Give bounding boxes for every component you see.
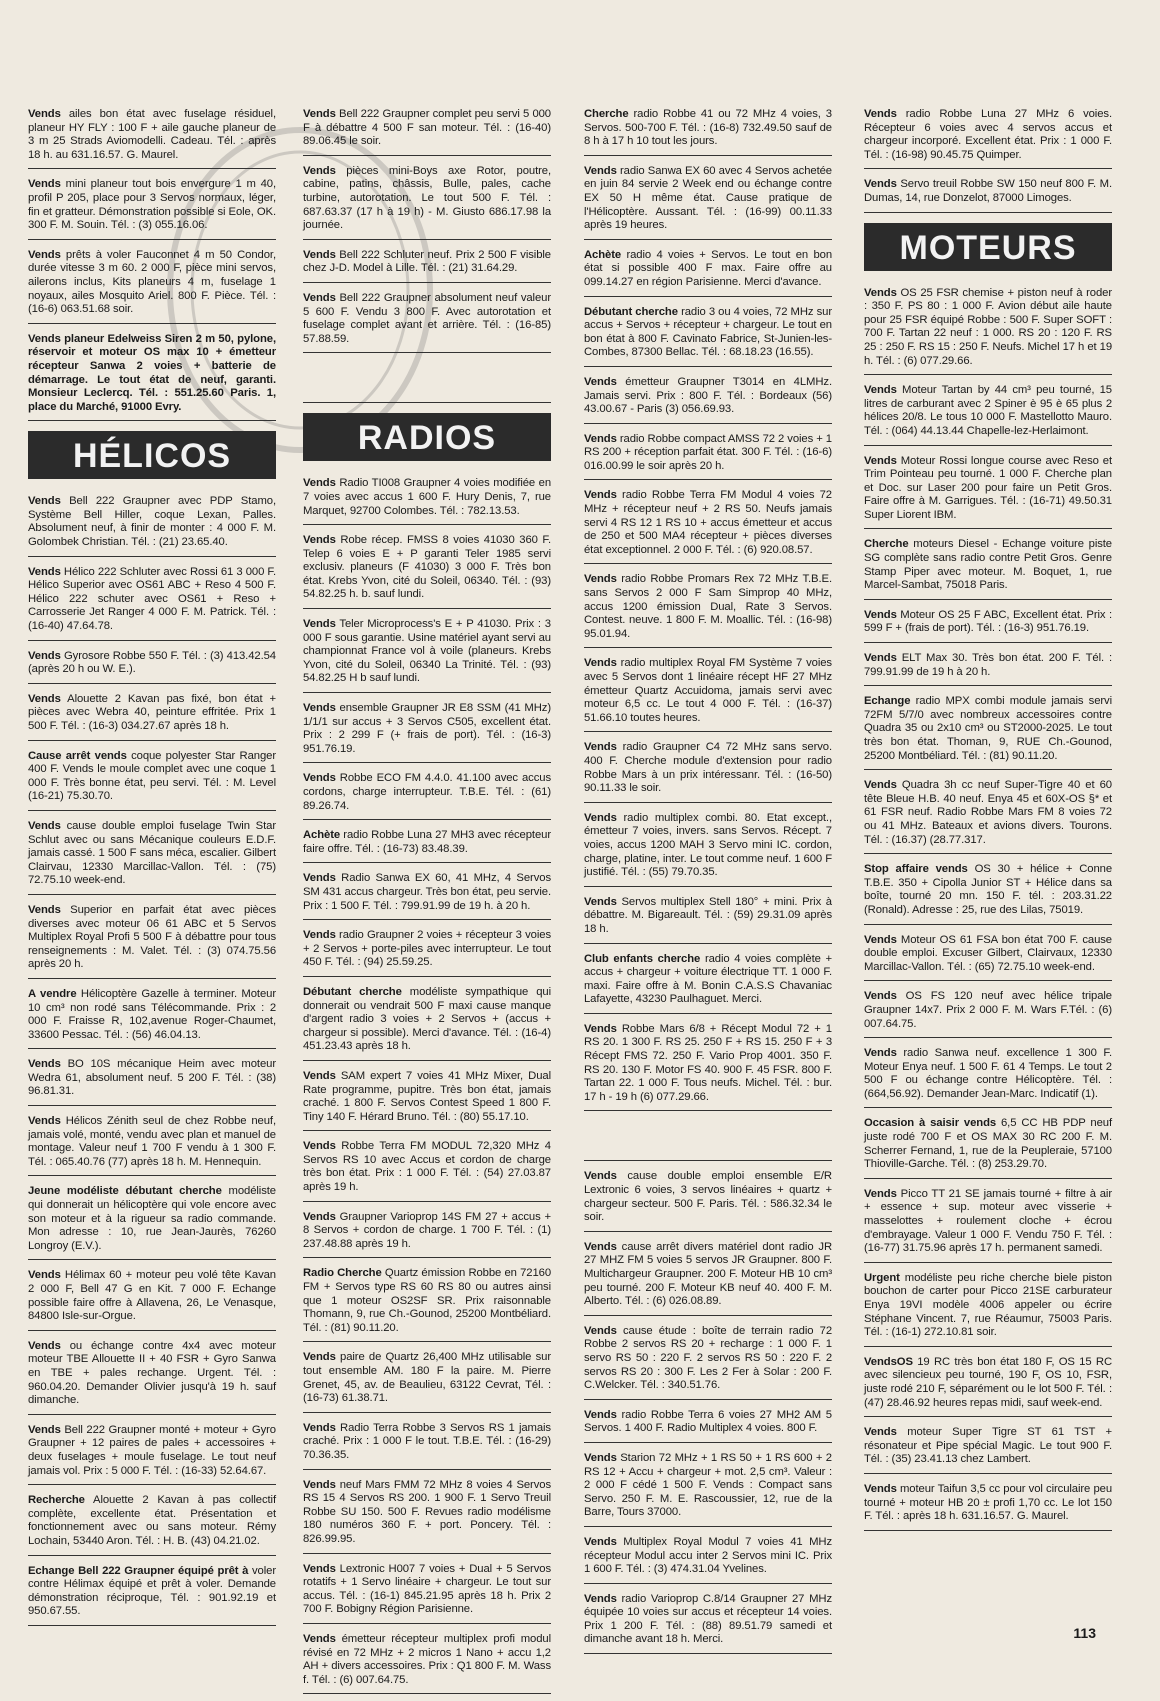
classified-ad: [303, 1209, 551, 1259]
classified-ad: [864, 650, 1112, 686]
ad-lead: Vends: [28, 1058, 61, 1071]
ad-lead: Vends: [864, 608, 897, 621]
classified-ad: [303, 827, 551, 863]
classified-ad: [303, 1477, 551, 1554]
classified-ad: [864, 176, 1112, 212]
ad-body: Moteur OS 25 F ABC, Excellent état. Prix : 599 F + (frais de port). Tél. : (16-3) 951.76.19.: [864, 608, 1112, 635]
classified-ad: [584, 106, 832, 156]
classified-ad: [28, 331, 276, 422]
ad-lead: Vends: [28, 1339, 61, 1352]
ad-body: OS 30 + hélice + Conne T.B.E. 350 + Cipolla Junior ST + Hélice dans sa boîte, tourné 20 mn. 150 F. tél. : 203.31.22 (Ronald). Adresse : 25, rue des Lilas, 75019.: [864, 863, 1112, 916]
ad-lead: Vends: [28, 108, 61, 120]
classified-ad: [303, 247, 551, 283]
classified-ad: [28, 1338, 276, 1415]
ad-body: Moteur Tartan by 44 cm³ peu tourné, 15 litres de carburant avec 2 Spiner è 95 è 65 plus 2 hélices 20/8. Le tous 10 000 F. Mastellotto Mauro. Tél. : (064) 44.13.44 Chapelle-lez-Herlaimont.: [864, 384, 1112, 437]
ad-lead: Vends: [864, 652, 897, 665]
classified-ad: [584, 571, 832, 648]
classified-ad: [28, 1183, 276, 1260]
ad-lead: Vends: [303, 1632, 336, 1645]
ad-lead: Vends: [864, 779, 897, 792]
ad-lead: Vends: [584, 895, 617, 908]
ad-body: BO 10S mécanique Heim avec moteur Wedra 61, absolument neuf. 5 200 F. Tél. : (38) 96.81.31.: [28, 1058, 276, 1098]
classified-ad: [303, 163, 551, 240]
ad-body: Servos multiplex Stell 180° + mini. Prix à débattre. M. Bigareault. Tél. : (59) 29.31.09 après 18 h.: [584, 895, 832, 935]
ad-body: moteur Taifun 3,5 cc pour vol circulaire peu tourné + moteur HB 20 ± profi 1,70 cc. Le lot 150 F. Tél. : après 18 h. 631.16.57. G. Maurel.: [864, 1482, 1112, 1523]
ad-body: émetteur récepteur multiplex profi modul révisé en 72 MHz + 2 micros 1 Nano + accu 1,2 AH + divers accessoires. Prix : Q1 800 F. M. Wass f. Tél. : (6) 007.64.75.: [303, 1632, 551, 1686]
ad-lead: Club enfants cherche: [584, 952, 701, 965]
ad-lead: Vends: [303, 1210, 336, 1223]
ad-lead: Débutant cherche: [584, 305, 678, 318]
classified-ad: [584, 431, 832, 481]
ad-body: cause étude : boîte de terrain radio 72 Robbe 2 servos RS 20 + recharge : 1 000 F. 1 servo RS 50 : 220 F. 2 servos RS 50 : 220 F. 2 servos RS 20 : 300 F. Les 2 Fer à Solar : 200 F. C.Welcker. Tél. : 340.51.76.: [584, 1324, 832, 1392]
classified-ad: [864, 988, 1112, 1038]
classified-ad: [864, 932, 1112, 982]
classified-ad: [584, 374, 832, 424]
classified-ad: [584, 487, 832, 564]
ad-body: 19 RC très bon état 180 F, OS 15 RC avec silencieux peu tourné, 190 F, OS 10, FSR, juste rodé 210 F, séparément ou le lot 500 F. Tél. : (47) 28.46.92 heures repas midi, sauf week-end.: [864, 1355, 1112, 1409]
ad-lead: Vends: [303, 1140, 336, 1153]
classified-ad: [584, 1239, 832, 1316]
ad-lead: Vends: [584, 741, 617, 754]
ad-lead: Vends: [864, 454, 897, 467]
classified-ad: [584, 1021, 832, 1112]
classified-ad: [28, 1056, 276, 1106]
ad-lead: Vends: [864, 990, 897, 1003]
ad-body: radio Robbe compact AMSS 72 2 voies + 1 RS 200 + réception parfait état. 300 F. Tél. : (16-6) 016.00.99 le soir après 20 h.: [584, 432, 832, 472]
column-4: [864, 106, 1112, 1538]
blank-space: [584, 1118, 832, 1161]
classified-ad: [303, 870, 551, 920]
ad-lead: Cause arrêt vends: [28, 749, 127, 762]
ad-body: ou échange contre 4x4 avec moteur moteur TBE Allouette II + 40 FSR + Gyro Sanwa en TBE + pales rechange. Urgent. Tél. : 960.04.20. Demander Olivier jusqu'à 19 h. sauf dimanche.: [28, 1339, 276, 1407]
ad-body: ailes bon état avec fuselage résiduel, planeur HY FLY : 100 F + aile gauche planeur de 3 m 25 Strads Aviomodelli. Cadeau. Tél. : après 18 h. au 631.16.57. G. Maurel.: [28, 108, 276, 161]
classified-ad: [864, 536, 1112, 599]
ad-body: cause double emploi fuselage Twin Star Schlut avec ou sans Mécanique couleurs E.D.F. jamais cassé. 1 500 F sans méca, escalier. Gilbert Clairvau, 12330 Marcillac-Vallon. Tél. : (75) 72.75.10 week-end.: [28, 819, 276, 887]
ad-lead: Achète: [303, 829, 341, 842]
ad-body: Hélimax 60 + moteur peu volé tête Kavan 2 000 F, Bell 47 G en Kit. 7 000 F. Echange possible faire offre à Allavena, 26, Le Venasque, 84800 Isle-sur-Orgue.: [28, 1269, 276, 1323]
ad-body: radio Robbe Promars Rex 72 MHz T.B.E. sans Servos 2 000 F Sam Simprop 40 MHz, accus 1200 émission Dual, Rate 3 Servos. Contest. neuve. 1 800 F. M. Moallic. Tél. : (16-98) 95.01.94.: [584, 573, 832, 640]
ad-body: modéliste qui donnerait un hélicoptère qui vole encore avec son moteur et à la rigueur sa radio commande. Mon adresse : 10, rue Jean-Jaurès, 76260 Longroy (E.V.).: [28, 1185, 276, 1252]
ad-body: Bell 222 Schluter neuf. Prix 2 500 F visible chez J-D. Model à Lille. Tél. : (21) 31.64.29.: [303, 248, 551, 275]
ad-body: Bell 222 Graupner monté + moteur + Gyro Graupner + 12 paires de pales + accessoires + deux fuselages + moule fuselage. Le tout neuf jamais vol. Prix : 5 000 F. Tél. : (16-33) 52.64.67.: [28, 1423, 276, 1477]
section-banner-moteurs: MOTEURS: [864, 223, 1112, 271]
ad-lead: Vends: [584, 375, 617, 388]
classified-ad: [864, 1424, 1112, 1474]
ad-lead: Vends: [28, 1269, 61, 1282]
classified-ad: [303, 1138, 551, 1201]
classified-ad: [864, 106, 1112, 169]
ad-body: radio 4 voies + Servos. Le tout en bon état si possible 400 F max. Faire offre au 099.14.27 en région Parisienne. Merci d'avance.: [584, 248, 832, 288]
ad-body: Alouette 2 Kavan pas fixé, bon état + pièces avec Webra 40, peinture effritée. Prix 1 500 F. Tél. : (16-3) 034.27.67 après 18 h.: [28, 692, 276, 732]
ad-body: coque polyester Star Ranger 400 F. Vends le moule complet avec une coque 1 000 F. Très bonne état, peu servi. Tél. : M. Level (16-21) 75.30.70.: [28, 749, 276, 803]
ad-lead: Vends: [864, 1426, 897, 1439]
ad-body: ELT Max 30. Très bon état. 200 F. Tél. : 799.91.99 de 19 h à 20 h.: [864, 652, 1112, 678]
classified-ad: [28, 648, 276, 684]
ad-lead: Vends: [303, 1478, 336, 1491]
ad-lead: Vends: [28, 495, 61, 508]
ad-lead: Débutant cherche: [303, 985, 402, 998]
ad-lead: Vends: [303, 534, 336, 547]
ad-lead: Cherche: [584, 108, 629, 120]
ad-body: Radio TI008 Graupner 4 voies modifiée en 7 voies avec accus 1 600 F. Hury Denis, 7, rue Marquet, 92700 Colombes. Tél. : 782.13.53.: [303, 477, 551, 517]
ad-body: Moteur OS 61 FSA bon état 700 F. cause double emploi. Excuser Gilbert, Clairvaux, 12330 Marcillac-Vallon. Tél. : (65) 72.75.10 week-end.: [864, 933, 1112, 973]
ad-body: radio MPX combi module jamais servi 72FM 5/7/0 avec nombreux accessoires contre Quadra 35 ou 2x10 cm³ ou ST2000-2025. Le tout très bon état. Thoman, 9, RUE Ch.-Gounod, 25200 Montbéliard. Tél. : (81) 90.11.20.: [864, 695, 1112, 762]
ad-lead: Vends: [584, 432, 617, 445]
classified-ad: [584, 655, 832, 732]
ad-lead: Vends: [28, 903, 61, 916]
ad-body: radio Robbe Terra FM Modul 4 voies 72 MHz + récepteur neuf + 2 RS 50. Neufs jamais servi 4 RS 12 1 RS 10 + accus émetteur et accus de 250 et 500 MA4 récepteur + pièces diverses état exceptionnel. 2 000 F. Tél. : (6) 920.08.57.: [584, 489, 832, 556]
ad-body: Alouette 2 Kavan à pas collectif complète, excellente état. Présentation et fonctionnement avec ou sans moteur. Rémy Lochain, 53440 Aron. Tél. : H. B. (43) 04.21.02.: [28, 1494, 276, 1547]
ad-body: émetteur Graupner T3014 en 4LMHz. Jamais servi. Prix : 800 F. Tél. : Bordeaux (56) 43.00.67 - Paris (3) 056.69.93.: [584, 375, 832, 416]
ad-body: Robbe ECO FM 4.4.0. 41.100 avec accus cordons, charge interrupteur. T.B.E. Tél. : (61) 89.26.74.: [303, 772, 551, 812]
classified-ad: [584, 810, 832, 887]
ad-body: Picco TT 21 SE jamais tourné + filtre à air + essence + sup. moteur avec visserie + masselottes + roulement cloche + écrou d'embrayage. Valeur 1 000 F. Vendu 750 F. Tél. : (16-77) 31.75.96 après 17 h. permanent samedi.: [864, 1187, 1112, 1255]
section-banner-radios: RADIOS: [303, 413, 551, 461]
ad-lead: A vendre: [28, 987, 77, 1000]
classified-ad: [303, 1349, 551, 1412]
ad-body: cause double emploi ensemble E/R Lextronic 6 voies, 3 servos linéaires + quartz + chargeur secteur. 500 F. Paris. Tél. : 586.32.34 le soir.: [584, 1170, 832, 1224]
ad-lead: Vends: [584, 1324, 617, 1337]
ad-body: Radio Terra Robbe 3 Servos RS 1 jamais craché. Prix : 1 000 F le tout. T.B.E. Tél. : (16-29) 70.36.35.: [303, 1421, 551, 1461]
classified-ad: [303, 927, 551, 977]
ad-body: radio multiplex combi. 80. Etat except., émetteur 7 voies, invers. sans Servos. Récept. 7 voies, accus 1200 MAH 3 Servo mini IC. cordon, charge, platine, inter. Le tout comme neuf. 1 600 F justifié. Tél. : (55) 79.70.35.: [584, 811, 832, 879]
ad-lead: Vends: [864, 108, 897, 120]
ad-body: Radio Sanwa EX 60, 41 MHz, 4 Servos SM 431 accus chargeur. Très bon état, peu servie. Prix : 1 500 F. Tél. : 799.91.99 de 19 h. à 20 h.: [303, 872, 551, 912]
classified-ad: [584, 1591, 832, 1654]
classified-ad: [28, 493, 276, 556]
ad-body: radio Sanwa neuf. excellence 1 300 F. Moteur Enya neuf. 1 500 F. 61 4 Temps. Le tout 2 500 F ou échange contre Hélicoptère. Tél. : (664,56.92). Demander Jean-Marc. Indicatif (1).: [864, 1047, 1112, 1100]
ad-lead: Vends: [28, 819, 61, 832]
ad-lead: Vends: [584, 164, 617, 177]
ad-body: Robbe Terra FM MODUL 72,320 MHz 4 Servos RS 10 avec Accus et cordon de charge très bon état. Prix : 1 000 F. Tél. : (54) 27.03.87 après 19 h.: [303, 1140, 551, 1194]
ad-lead: Vends: [584, 657, 617, 670]
page-number: 113: [1073, 1625, 1096, 1641]
ad-body: Gyrosore Robbe 550 F. Tél. : (3) 413.42.54 (après 20 h ou W. E.).: [28, 649, 276, 676]
classified-ad: [303, 290, 551, 353]
ad-body: pièces mini-Boys axe Rotor, poutre, cabine, patins, châssis, Bulle, pales, cache turbine, autorotation. Le tout 500 F. Tél. : 687.63.37 (17 h à 19 h) - M. Giusto 686.17.98 la journée.: [303, 164, 551, 232]
ad-lead: Vends: [864, 1047, 897, 1060]
ad-body: radio 4 voies complète + accus + chargeur + voiture électrique TT. 1 000 F. maxi. Faire offre à M. Bonin C.A.S.S Chavaniac Lafayette, 43230 Paulhaguet. Merci.: [584, 952, 832, 1006]
column-1: [28, 106, 276, 1633]
classified-ad: [28, 106, 276, 169]
classified-ad: [303, 475, 551, 525]
classified-ad: [303, 984, 551, 1061]
classified-ad: [303, 1631, 551, 1694]
ad-body: Teler Microprocess's E + P 41030. Prix : 3 000 F sous garantie. Usine matériel ayant servi au championnat France vol à voile (planeurs. Krebs Yvon, cité du Soleil, 06340 La Trinité. Tél. : (93) 54.82.25 H b sauf lundi.: [303, 618, 551, 685]
ad-lead: Vends: [864, 286, 897, 299]
ad-lead: Vends: [584, 1451, 617, 1464]
ad-body: moteur Super Tigre ST 61 TST + résonateur et Pipe spécial Magic. Le tout 900 F. Tél. : (35) 23.41.13 chez Lambert.: [864, 1426, 1112, 1466]
classified-ad: [303, 616, 551, 693]
ad-body: Multiplex Royal Modul 7 voies 41 MHz récepteur Modul accu inter 2 Servos mini IC. Prix 1 600 F. Tél. : (3) 474.31.04 Yvelines.: [584, 1535, 832, 1576]
ad-body: modéliste sympathique qui donnerait ou vendrait 500 F maxi cause manque d'argent radio 3 voies + 2 Servos + (accus + chargeur si possible). Merci d'avance. Tél. : (16-4) 451.23.43 après 18 h.: [303, 985, 551, 1053]
ad-body: Bell 222 Graupner absolument neuf valeur 5 600 F. Vendu 3 800 F. Avec autorotation et fuselage complet avant et arrière. Tél. : (16-85) 57.88.59.: [303, 291, 551, 345]
ad-lead: Vends: [303, 1562, 336, 1575]
ad-body: voler contre Hélimax équipé et prêt à voler. Demande démonstration réciproque, Tél. : 901.92.19 et 950.67.55.: [28, 1564, 276, 1618]
ad-body: OS FS 120 neuf avec hélice tripale Graupner 14x7. Prix 2 000 F. M. Wars F.Tél. : (6) 007.64.75.: [864, 990, 1112, 1030]
classified-ad: [303, 1420, 551, 1470]
ad-body: radio Robbe Terra 6 voies 27 MH2 AM 5 Servos. 1 400 F. Radio Multiplex 4 voies. 800 F.: [584, 1408, 832, 1435]
classified-ad: [584, 951, 832, 1014]
ad-body: Robe récep. FMSS 8 voies 41030 360 F. Telep 6 voies E + P garanti Teler 1985 servi exclusiv. planeurs (F 41030) 3 000 F. Très bon état. Krebs Yvon, cité du Soleil, 06340. Tél. : (93) 54.82.25 h. b. sauf lundi.: [303, 534, 551, 601]
classified-ad: [28, 564, 276, 641]
ad-body: 6,5 CC HB PDP neuf juste rodé 700 F et OS MAX 30 RC 200 F. M. Scherrer Fernand, 1, rue de la Peupleraie, 57100 Thioville-Garche. Tél. : (8) 253.29.70.: [864, 1117, 1112, 1171]
ad-lead: Vends: [584, 1408, 617, 1421]
ad-lead: VendsOS: [864, 1355, 913, 1368]
classified-ad: [584, 739, 832, 802]
ad-body: Hélico 222 Schluter avec Rossi 61 3 000 F. Hélico Superior avec OS61 ABC + Reso 4 500 F. Hélico 222 schuter avec OS61 + Reso + Carrosserie Jet Ranger 4 000 F. M. Patrick. Tél. : (16-40) 47.64.78.: [28, 565, 276, 633]
ad-body: Bell 222 Graupner avec PDP Stamo, Système Bell Hiller, coque Lexan, Palles. Absolument neuf, à finir de monter : 4 000 F. M. Golombek Christian. Tél. : (21) 23.65.40.: [28, 495, 276, 549]
classified-ad: [864, 382, 1112, 445]
classified-ad: [584, 1323, 832, 1400]
classified-ad: [864, 777, 1112, 854]
ad-lead: Recherche: [28, 1494, 85, 1507]
ad-body: mini planeur tout bois envergure 1 m 40, profil P 205, place pour 3 Servos normaux, léger, fin et gratteur. Démonstration possible si Eole, OK. 300 F. M. Souin. Tél. : (3) 055.16.06.: [28, 178, 276, 232]
ad-lead: Vends: [584, 1170, 617, 1183]
classified-ad: [864, 1481, 1112, 1531]
ad-lead: Vends: [864, 384, 897, 397]
classified-ad: [584, 1168, 832, 1231]
ad-lead: Achète: [584, 248, 622, 261]
ad-lead: Vends: [28, 178, 61, 191]
ad-lead: Vends: [584, 573, 617, 586]
ad-body: SAM expert 7 voies 41 MHz Mixer, Dual Rate programme, pupitre. Très bon état, jamais craché. 1 800 F. Servos Contest Speed 1 800 F. Tiny 140 F. Hérard Bruno. Tél. : (80) 55.17.10.: [303, 1069, 551, 1123]
ad-body: radio Sanwa EX 60 avec 4 Servos achetée en juin 84 servie 2 Week end ou échange contre EX 50 H même état. Cause pratique de l'Hélicoptère. Aussant. Tél. : (16-99) 00.11.33 après 19 heures.: [584, 164, 832, 232]
classified-ad: [864, 1354, 1112, 1417]
classified-ad: [28, 1267, 276, 1330]
classified-ad: [28, 247, 276, 324]
section-banner-helicos: HÉLICOS: [28, 431, 276, 479]
classified-ad: [864, 285, 1112, 376]
ad-lead: Echange Bell 222 Graupner équipé prêt à: [28, 1564, 249, 1577]
ad-body: moteurs Diesel - Echange voiture piste SG complète sans radio contre Petit Gros. Genre Stamp Piper avec moteur. M. Boquet, 1, rue Marcel-Sambat, 75018 Paris.: [864, 538, 1112, 592]
classified-ad: [584, 304, 832, 367]
classified-ad: [28, 176, 276, 239]
ad-lead: Cherche: [864, 538, 909, 551]
ad-lead: Jeune modéliste débutant cherche: [28, 1185, 222, 1198]
ad-body: modéliste peu riche cherche biele piston bouchon de carter pour Picco 21SE carburateur Enya 19VI modèle 4006 appeler ou écrire Stéphane Vincent. 7, rue Réaumur, 75003 Paris. Tél. : (16-1) 272.10.81 soir.: [864, 1271, 1112, 1339]
ad-body: Superior en parfait état avec pièces diverses avec moteur 06 61 ABC et 5 Servos Multiplex Royal Profi 5 500 F à débattre pour tous renseignements : M. Valet. Tél. : (3) 074.75.56 après 20 h.: [28, 903, 276, 971]
ad-lead: Vends: [303, 248, 336, 261]
classified-ad: [584, 247, 832, 297]
ad-lead: Vends: [584, 489, 617, 502]
ad-lead: Vends: [303, 291, 336, 304]
ad-lead: Vends: [584, 1240, 617, 1253]
ad-lead: Vends: [28, 649, 61, 662]
column-2: [303, 106, 551, 1701]
ad-lead: Vends: [584, 1592, 617, 1605]
ad-body: radio Graupner C4 72 MHz sans servo. 400 F. Cherche module d'extension pour radio Robbe Mars à un prix intéressanr. Tél. : (16-50) 90.11.33 le soir.: [584, 741, 832, 795]
ad-lead: Vends: [28, 1115, 61, 1128]
classified-ad: [584, 163, 832, 240]
ad-lead: Vends: [303, 164, 336, 177]
ad-lead: Echange: [864, 695, 911, 708]
ad-body: neuf Mars FMM 72 MHz 8 voies 4 Servos RS 15 4 Servos RS 200. 1 900 F. 1 Servo Treuil Robbe SU 150. 500 F. Revues radio modélisme 180 numéros 360 F. + port. Poncery. Tél. : 826.99.95.: [303, 1478, 551, 1545]
column-3: [584, 106, 832, 1661]
ad-body: radio Robbe Luna 27 MH3 avec récepteur faire offre. Tél. : (16-73) 83.48.39.: [303, 829, 551, 855]
classified-ad: [28, 986, 276, 1049]
ad-lead: Occasion à saisir vends: [864, 1117, 997, 1130]
ad-body: radio multiplex Royal FM Système 7 voies avec 5 Servos dont 1 linéaire récept HF 27 MHz émetteur Quartz Accuidoma, jamais servi avec moteur 6,5 cc. Le tout 4 000 F. Tél. : (16-37) 51.66.10 toutes heures.: [584, 657, 832, 724]
classified-ad: [28, 1563, 276, 1626]
ad-body: Starion 72 MHz + 1 RS 50 + 1 RS 600 + 2 RS 12 + Accu + chargeur + mot. 2,5 cm³. Valeur : 2 000 F cédé 1 500 F. Vends : Compact sans Servo. 250 F. M. E. Rascoussier, 12, rue de la Barre, Tours 37000.: [584, 1451, 832, 1519]
classified-ad: [28, 818, 276, 895]
ad-body: Quadra 3h cc neuf Super-Tigre 40 et 60 tête Bleue H.B. 40 neuf. Enya 45 et 60X-OS §* et 61 FSR neuf. Radio Robbe Mars FM 8 voies 72 ou 41 MHz. Bateaux et avions divers. Tourons. Tél. : (16.37) (28.77.317.: [864, 779, 1112, 846]
classified-ad: [584, 1534, 832, 1584]
classified-ad: [303, 1068, 551, 1131]
ad-lead: Vends: [584, 1022, 617, 1035]
ad-body: radio Robbe Luna 27 MHz 6 voies. Récepteur 6 voies avec 4 servos accus et chargeur incorporé. Excellent état. Prix : 1 000 F. Tél. : (16-98) 90.45.75 Quimper.: [864, 108, 1112, 161]
ad-lead: Vends: [28, 565, 61, 578]
ad-body: Servo treuil Robbe SW 150 neuf 800 F. M. Dumas, 14, rue Donzelot, 87000 Limoges.: [864, 178, 1112, 204]
ad-lead: Stop affaire vends: [864, 863, 968, 876]
ad-lead: Vends: [303, 872, 336, 885]
ad-body: Robbe Mars 6/8 + Récept Modul 72 + 1 RS 20. 1 300 F. RS 25. 250 F + RS 15. 250 F + 3 Récept FMS 72. 250 F. Vario Prop 4001. 350 F. RS 20. 130 F. Motor FS 40. 900 F. 45 FSR. 800 F. Tartan 22. 1 000 F. Tous neufs. Michel. Tél. : bur. 17 h - 19 h (6) 077.29.66.: [584, 1022, 832, 1103]
classified-ad: [864, 1186, 1112, 1263]
ad-body: prêts à voler Fauconnet 4 m 50 Condor, durée vitesse 3 m 60. 2 000 F, pièce mini servos, ailerons inclus, Kits planeurs 4 m, fuselage 1 noyaux, ailes Mosquito Ariel. 800 F. Pièce. Tél. : (16-6) 063.51.68 soir.: [28, 248, 276, 316]
classified-ad: [864, 1045, 1112, 1108]
ad-lead: Vends: [28, 692, 61, 705]
ad-body: Quartz émission Robbe en 72160 FM + Servos type RS 60 RS 80 ou autres ainsi que 1 moteur OS2SF SR. Prix raisonnable Thomann, 9, rue Ch.-Gounod, 25200 Montbéliard. Tél. : (81) 90.11.20.: [303, 1267, 551, 1334]
classified-ad: [28, 902, 276, 979]
ad-lead: Vends: [28, 248, 61, 261]
ad-body: paire de Quartz 26,400 MHz utilisable sur tout ensemble AM. 180 F la paire. M. Pierre Grenet, 45, av. de Beaulieu, 63122 Cevrat, Tél. : (16-73) 61.38.71.: [303, 1351, 551, 1405]
ad-lead: Vends: [303, 702, 336, 715]
ad-lead: Vends: [303, 108, 336, 120]
ad-lead: Urgent: [864, 1271, 900, 1284]
ad-lead: Vends: [303, 1421, 336, 1434]
ad-body: Moteur Rossi longue course avec Reso et Trim Pointeau peu tourné. 1 000 F. Cherche plan et Doc. sur Laser 200 pour faire un Petit Gros. Faire offre à M. Garrigues. Tél. : (16-71) 49.50.31 Super Liorent IBM.: [864, 454, 1112, 521]
classified-ad: [303, 106, 551, 156]
classified-ad: [303, 1265, 551, 1342]
classified-ad: [864, 1115, 1112, 1178]
classified-ad: [303, 770, 551, 820]
ad-lead: Vends: [584, 1535, 617, 1548]
classified-ad: [584, 1407, 832, 1443]
classified-ad: [584, 894, 832, 944]
classified-ad: [864, 1270, 1112, 1347]
classified-ad: [303, 1561, 551, 1624]
classified-ad: [28, 748, 276, 811]
ad-lead: Vends: [864, 933, 897, 946]
classified-ad: [864, 861, 1112, 924]
classified-ad: [28, 1113, 276, 1176]
ad-body: radio Robbe 41 ou 72 MHz 4 voies, 3 Servos. 500-700 F. Tél. : (16-8) 732.49.50 sauf de 8 h à 17 h 10 tout les jours.: [584, 108, 832, 148]
ad-body: ensemble Graupner JR E8 SSM (41 MHz) 1/1/1 sur accus + 3 Servos C505, excellent état. Prix : 2 299 F (+ frais de port). Tél. : (16-3) 951.76.19.: [303, 702, 551, 755]
ad-body: Hélicoptère Gazelle à terminer. Moteur 10 cm³ non rodé sans Télécommande. Prix : 2 000 F. Fraisse R, 102,avenue Roger-Chaumet, 33600 Pessac. Tél. : (56) 46.04.13.: [28, 987, 276, 1041]
ad-body: Hélicos Zénith seul de chez Robbe neuf, jamais volé, monté, vendu avec plan et manuel de montage. Valeur neuf 1 700 F vendu à 1 300 F. Tél. : 065.40.76 (77) après 18 h. M. Hennequin.: [28, 1115, 276, 1168]
ad-lead: Vends: [303, 1069, 336, 1082]
ad-lead: Radio Cherche: [303, 1267, 382, 1280]
ad-lead: Vends: [584, 811, 617, 824]
classified-ad: [584, 1450, 832, 1527]
ad-lead: Vends: [303, 929, 336, 942]
ad-body: radio Graupner 2 voies + récepteur 3 voies + 2 Servos + porte-piles avec interrupteur. Le tout 450 F. Tél. : (94) 25.59.25.: [303, 929, 551, 969]
classified-ad: [28, 691, 276, 741]
ad-body: Lextronic H007 7 voies + Dual + 5 Servos rotatifs + 1 Servo linéaire + chargeur. Le tout sur accus. Tél. : (16-1) 845.21.95 après 18 h. Prix 2 700 F. Bobigny Région Parisienne.: [303, 1562, 551, 1616]
ad-lead: Vends: [864, 1187, 897, 1200]
ad-lead: Vends: [303, 618, 336, 631]
classified-ad: [303, 700, 551, 763]
classified-ad: [864, 453, 1112, 530]
ad-lead: Vends: [864, 178, 897, 191]
classified-ad: [28, 1492, 276, 1555]
blank-space: [303, 360, 551, 403]
classified-ad: [303, 532, 551, 609]
ad-body: Graupner Varioprop 14S FM 27 + accus + 8 Servos + cordon de charge. 1 700 F. Tél. : (1) 237.48.88 après 19 h.: [303, 1210, 551, 1250]
ad-body: radio Varioprop C.8/14 Graupner 27 MHz équipée 10 voies sur accus et récepteur 14 voies. Prix 1 200 F. Tél. : (88) 89.51.79 samedi et dimanche avant 18 h. Merci.: [584, 1592, 832, 1646]
classified-ad: [864, 693, 1112, 770]
ad-lead: Vends: [303, 1351, 336, 1364]
ad-body: OS 25 FSR chemise + piston neuf à roder : 350 F. PS 80 : 1 000 F. Avion début aile haute pour 25 FSR équipé Robbe : 500 F. Super SOFT : 700 F. Tartan 22 neuf : 1 000. RS 20 : 120 F. RS 25 : 250 F. RS 15 : 250 F. Neufs. Michel 17 h et 19 h. Tél. : (6) 077.29.66.: [864, 286, 1112, 367]
ad-lead: Vends: [864, 1482, 897, 1495]
ad-lead: Vends: [303, 477, 336, 490]
ad-lead: Vends: [303, 772, 336, 785]
ad-lead: Vends planeur Edelweiss Siren 2 m 50, pylone, réservoir et moteur OS max 10 + émetteur récepteur Sanwa 2 voies + batterie de démarrage. Le tout état de neuf, garanti. Monsieur Leclercq. Tél. : 551.25.60 Paris. 1, place du Marché, 91000 Evry.: [28, 332, 276, 413]
classified-ad: [864, 607, 1112, 643]
classified-ad: [28, 1422, 276, 1485]
ad-body: radio 3 ou 4 voies, 72 MHz sur accus + Servos + récepteur + chargeur. Le tout en bon état à 800 F. Cavinato Fabrice, St-Junien-les-Combes, 87300 Bellac. Tél. : 68.18.23 (16.55).: [584, 305, 832, 359]
ad-body: cause arrêt divers matériel dont radio JR 27 MHZ FM 5 voies 5 servos JR Graupner. 800 F. Multichargeur Graupner. 200 F. Moteur HB 10 cm³ peu tourné. 200 F. Moteur KB neuf 40. 400 F. M. Alberto. Tél. : (6) 026.08.89.: [584, 1240, 832, 1308]
ad-body: Bell 222 Graupner complet peu servi 5 000 F à débattre 4 500 F san moteur. Tél. : (16-40) 89.06.45 le soir.: [303, 108, 551, 148]
ad-lead: Vends: [28, 1423, 61, 1436]
